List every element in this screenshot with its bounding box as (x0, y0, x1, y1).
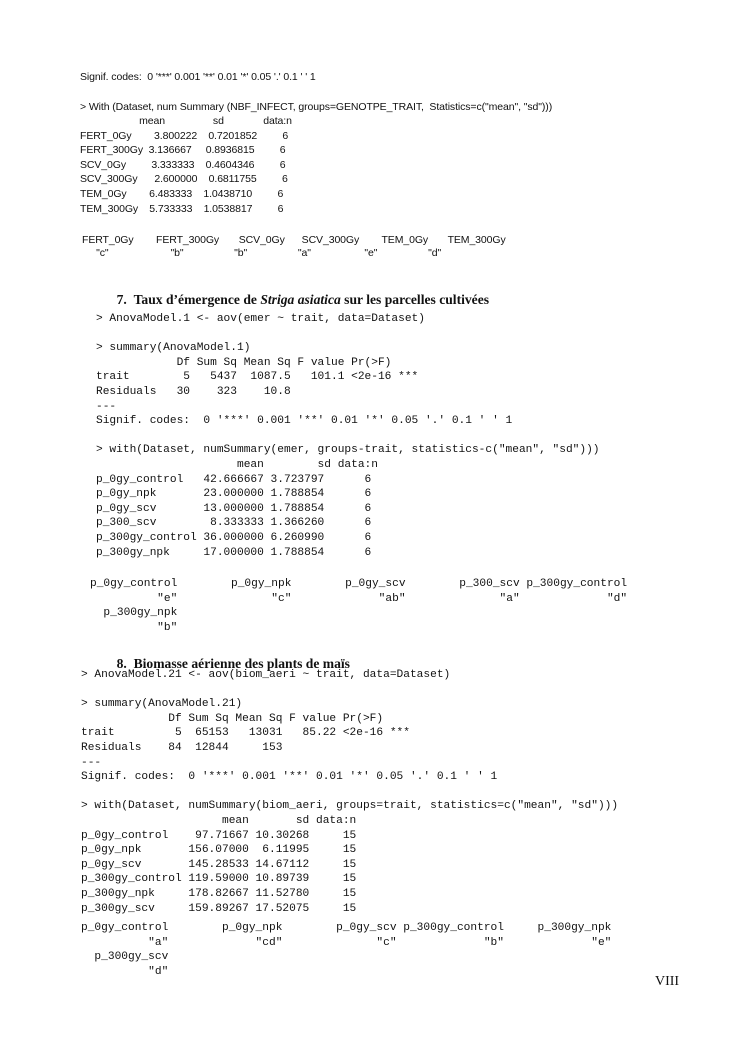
biomass-anova-output: > AnovaModel.21 <- aov(biom_aeri ~ trait, data=Dataset) > summary(AnovaModel.21) Df Sum Sq Mean Sq F value Pr(>F) trait 5 65153 13031 85.22 <2e-16 *** Residuals 84 12844 153 --- Signif. codes: 0 '***' 0.001 '**' 0.01 '*' 0.05 '.' 0.1 ' ' 1 > with(Dataset, numSummary(biom_aeri, groups=trait, statistics=c("mean", "sd"))) mean sd data:n p_0gy_control 97.71667 10.30268 15 p_0gy_npk 156.07000 6.11995 15 p_0gy_scv 145.28533 14.67112 15 p_300gy_control 119.59000 10.89739 15 p_300gy_npk 178.82667 11.52780 15 p_300gy_scv 159.89267 17.52075 15 (81, 669, 619, 915)
page-number: VIII (655, 974, 680, 989)
genotype-group-names: FERT_0Gy FERT_300Gy SCV_0Gy SCV_300Gy TEM_0Gy TEM_300Gy (82, 234, 506, 246)
genotype-group-letters: "c" "b" "b" "a" "e" "d" (82, 247, 442, 259)
biomass-groups-output: p_0gy_control p_0gy_npk p_0gy_scv p_300gy_control p_300gy_npk "a" "cd" "c" "b" "e" p_300gy_scv "d" (81, 922, 612, 978)
section-7-number: 7. (116, 292, 127, 307)
section-7-title-end: sur les parcelles cultivées (340, 292, 490, 307)
section-7-title-start: Taux d’émergence de (133, 292, 261, 307)
emergence-anova-output: > AnovaModel.1 <- aov(emer ~ trait, data=Dataset) > summary(AnovaModel.1) Df Sum Sq Mean Sq F value Pr(>F) trait 5 5437 1087.5 101.1 <2e-16 *** Residuals 30 323 10.8 --- Signif. codes: 0 '***' 0.001 '**' 0.01 '*' 0.05 '.' 0.1 ' ' 1 > with(Dataset, numSummary(emer, groups-trait, statistics-c("mean", "sd"))) mean sd data:n p_0gy_control 42.666667 3.723797 6 p_0gy_npk 23.000000 1.788854 6 p_0gy_scv 13.000000 1.788854 6 p_300_scv 8.333333 1.366260 6 p_300gy_control 36.000000 6.260990 6 p_300gy_npk 17.000000 1.788854 6 (96, 313, 600, 559)
section-8-number: 8. (116, 656, 127, 671)
numsummary-command: > With (Dataset, num Summary (NBF_INFECT, groups=GENOTPE_TRAIT, Statistics=c("mean", "sd"))) (80, 101, 553, 113)
section-7-title-species: Striga asiatica (260, 292, 341, 307)
genotype-summary-table: mean sd data:n FERT_0Gy 3.800222 0.7201852 6 FERT_300Gy 3.136667 0.8936815 6 SCV_0Gy 3.333333 0.4604346 6 SCV_300Gy 2.600000 0.6811755 6 TEM_0Gy 6.483333 1.0438710 6 TEM_300Gy 5.733333 1.0538817 6 (80, 115, 292, 215)
signif-codes-line: Signif. codes: 0 '***' 0.001 '**' 0.01 '*' 0.05 '.' 0.1 ' ' 1 (80, 71, 316, 83)
emergence-groups-output: p_0gy_control p_0gy_npk p_0gy_scv p_300_scv p_300gy_control "e" "c" "ab" "a" "d" p_300gy_npk "b" (90, 578, 628, 634)
section-8-title: Biomasse aérienne des plants de maïs (133, 656, 350, 671)
